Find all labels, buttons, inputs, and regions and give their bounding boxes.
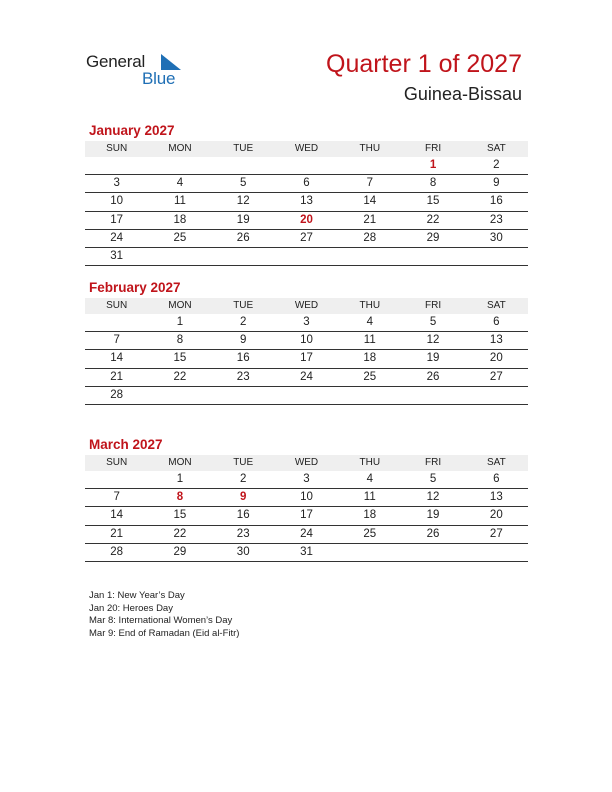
day-cell: 6 [493,316,500,328]
empty-day-cell [338,157,401,174]
day-cell: 24 [300,527,313,540]
week-row [85,248,528,265]
day-cell: 19 [426,509,440,522]
empty-day-cell [85,471,148,488]
day-cell: 12 [426,334,440,347]
week-row [85,369,528,387]
week-row [85,212,528,230]
day-cell: 20 [489,352,503,365]
day-cell: 4 [366,473,373,485]
country-name: Guinea-Bissau [403,84,522,104]
day-cell: 17 [300,352,313,365]
page-title: Quarter 1 of 2027 [326,50,522,78]
weekday-label: SAT [486,300,506,311]
weekday-label: FRI [424,143,442,154]
day-cell: 28 [110,545,124,558]
weekday-header-row [85,455,528,471]
empty-day-cell [401,544,464,561]
logo-blue-text: Blue [142,69,176,88]
empty-day-cell [212,248,275,265]
weekday-label: TUE [233,457,254,468]
day-cell: 8 [176,334,184,347]
day-cell: 12 [236,195,250,208]
weekday-label: SUN [106,143,128,154]
day-cell: 17 [300,509,313,522]
weekday-label: WED [294,300,319,311]
weekday-label: FRI [424,457,442,468]
holiday-note: Jan 1: New Year’s Day [89,590,185,601]
day-cell: 9 [493,177,500,190]
brand-logo [86,52,196,92]
day-cell: 1 [176,316,184,328]
month-grid [85,455,528,562]
day-cell: 30 [236,545,250,558]
day-cell: 24 [110,231,124,244]
empty-day-cell [85,157,148,174]
empty-day-cell [338,387,401,404]
month-grid [85,298,528,405]
day-cell: 13 [489,334,503,347]
empty-day-cell [148,157,211,174]
weekday-label: SAT [486,457,506,468]
day-cell: 1 [429,159,437,171]
day-cell: 4 [366,316,373,328]
weekday-label: WED [294,457,319,468]
empty-day-cell [338,544,401,561]
weekday-label: TUE [233,143,254,154]
day-cell: 14 [363,195,377,208]
holiday-notes [89,590,239,640]
empty-day-cell [465,387,528,404]
weekday-label: SUN [106,300,128,311]
empty-day-cell [401,248,464,265]
weekday-header-row [85,298,528,314]
week-row [85,193,528,211]
day-cell: 23 [236,527,250,540]
week-row [85,350,528,368]
day-cell: 19 [426,352,440,365]
day-cell: 8 [429,177,437,190]
holiday-note: Mar 9: End of Ramadan (Eid al-Fitr) [89,627,240,639]
weekday-header-row [85,141,528,157]
week-row [85,314,528,332]
day-cell: 8 [176,491,184,504]
day-cell: 16 [489,195,503,208]
weekday-label: SUN [106,457,128,468]
logo-triangle-icon [159,54,181,70]
day-cell: 11 [363,334,376,347]
day-cell: 27 [300,231,313,244]
weekday-label: THU [359,457,381,468]
day-cell: 23 [489,213,503,226]
day-cell: 1 [176,473,184,485]
week-row [85,175,528,193]
day-cell: 18 [363,509,377,522]
day-cell: 31 [110,249,124,262]
day-cell: 16 [236,352,250,365]
month-calendar [85,121,528,266]
month-name: March 2027 [89,437,163,452]
day-cell: 2 [240,473,247,485]
day-cell: 16 [236,509,250,522]
empty-day-cell [275,387,338,404]
week-row [85,526,528,544]
week-row [85,507,528,525]
month-name: January 2027 [89,123,175,138]
day-cell: 17 [110,213,124,226]
day-cell: 7 [113,334,120,347]
day-cell: 25 [173,231,187,244]
day-cell: 21 [110,370,124,383]
day-cell: 12 [426,491,440,504]
month-grid [85,141,528,266]
day-cell: 22 [173,370,187,383]
day-cell: 13 [300,195,313,208]
day-cell: 2 [493,159,500,171]
day-cell: 28 [363,231,377,244]
day-cell: 20 [489,509,503,522]
day-cell: 19 [236,213,250,226]
day-cell: 3 [303,316,310,328]
weekday-label: FRI [424,300,442,311]
day-cell: 5 [429,473,437,485]
day-cell: 25 [363,527,377,540]
day-cell: 11 [363,491,376,504]
week-row [85,332,528,350]
day-cell: 23 [236,370,250,383]
holiday-note: Mar 8: International Women’s Day [89,615,233,626]
day-cell: 21 [363,213,377,226]
logo-general-text: General [86,52,146,71]
day-cell: 5 [240,177,247,190]
day-cell: 22 [426,213,440,226]
day-cell: 29 [173,545,187,558]
day-cell: 20 [300,213,313,226]
weekday-label: THU [359,300,381,311]
month-calendar [85,435,528,562]
day-cell: 9 [240,491,247,504]
empty-day-cell [148,248,211,265]
day-cell: 7 [366,177,373,190]
day-cell: 9 [240,334,247,347]
day-cell: 7 [113,491,120,504]
week-row [85,471,528,489]
day-cell: 2 [240,316,247,328]
weekday-label: WED [294,143,319,154]
day-cell: 29 [426,231,440,244]
day-cell: 14 [110,352,124,365]
week-row [85,230,528,248]
weekday-label: SAT [486,143,506,154]
empty-day-cell [465,248,528,265]
empty-day-cell [465,544,528,561]
day-cell: 15 [426,195,440,208]
day-cell: 3 [113,177,120,190]
empty-day-cell [338,248,401,265]
weekday-label: MON [168,143,192,154]
day-cell: 18 [363,352,377,365]
weekday-label: TUE [233,300,254,311]
day-cell: 4 [176,177,184,190]
day-cell: 5 [429,316,437,328]
day-cell: 3 [303,473,310,485]
weekday-label: MON [168,457,192,468]
empty-day-cell [275,157,338,174]
day-cell: 15 [173,352,187,365]
week-row [85,489,528,507]
day-cell: 13 [489,491,503,504]
day-cell: 28 [110,388,124,401]
day-cell: 6 [303,177,310,190]
day-cell: 31 [300,545,313,558]
day-cell: 26 [236,231,250,244]
holiday-note: Jan 20: Heroes Day [89,602,173,614]
week-row [85,544,528,561]
day-cell: 22 [173,527,187,540]
week-row [85,387,528,404]
day-cell: 11 [173,195,186,208]
day-cell: 21 [110,527,124,540]
day-cell: 14 [110,509,124,522]
day-cell: 27 [489,527,503,540]
empty-day-cell [401,387,464,404]
day-cell: 10 [300,334,313,347]
day-cell: 26 [426,527,440,540]
day-cell: 10 [300,491,313,504]
day-cell: 26 [426,370,440,383]
month-name: February 2027 [89,280,181,295]
week-row [85,157,528,175]
empty-day-cell [212,387,275,404]
empty-day-cell [85,314,148,331]
day-cell: 25 [363,370,377,383]
day-cell: 6 [493,473,500,485]
empty-day-cell [212,157,275,174]
day-cell: 15 [173,509,187,522]
weekday-label: THU [359,143,381,154]
day-cell: 27 [489,370,503,383]
day-cell: 18 [173,213,187,226]
month-calendar [85,278,528,405]
day-cell: 24 [300,370,313,383]
weekday-label: MON [168,300,192,311]
day-cell: 10 [110,195,124,208]
empty-day-cell [148,387,211,404]
empty-day-cell [275,248,338,265]
day-cell: 30 [489,231,503,244]
